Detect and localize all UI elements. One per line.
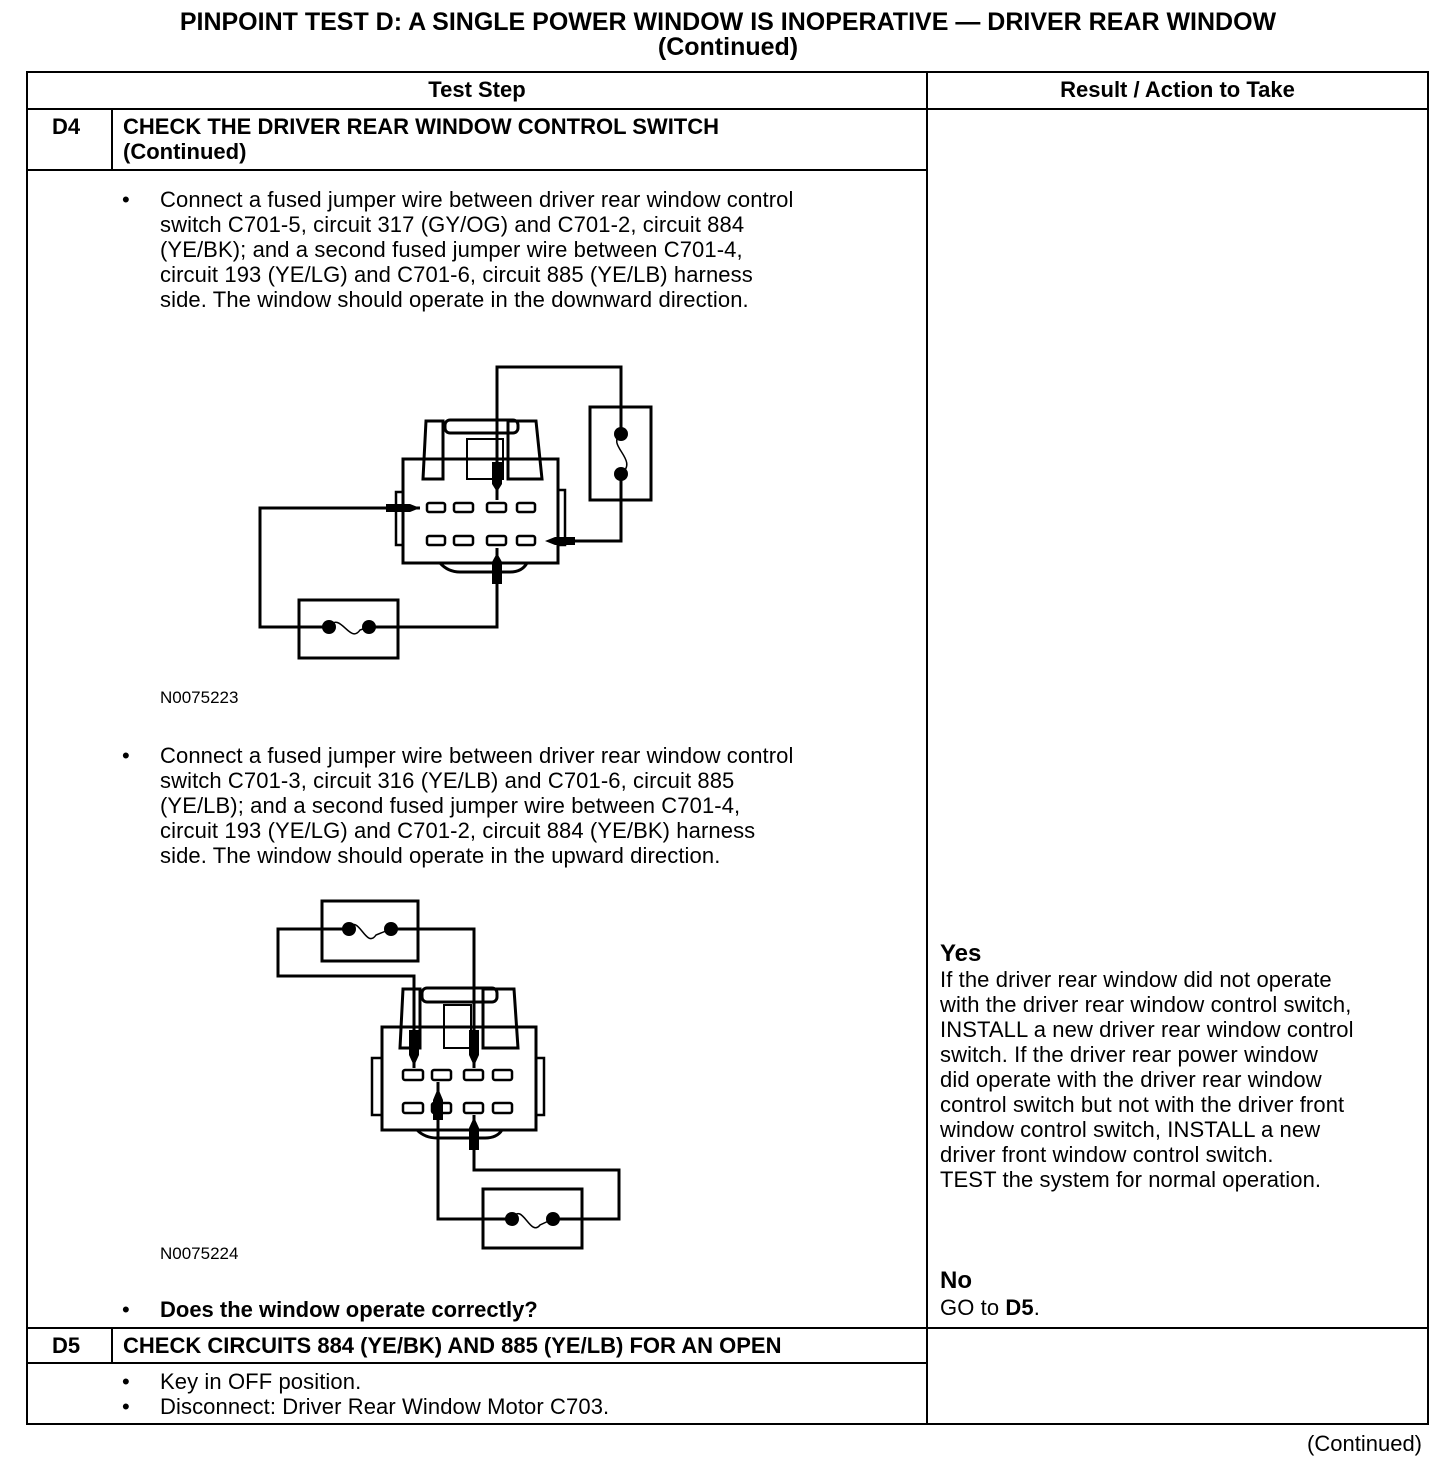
- result-yes-label: Yes: [940, 940, 982, 967]
- d5-item-2: Disconnect: Driver Rear Window Motor C703.: [160, 1394, 610, 1419]
- bullet: •: [122, 1297, 130, 1322]
- step-id-d4: D4: [52, 114, 81, 139]
- bullet: •: [122, 1394, 130, 1419]
- goto-d5-link[interactable]: D5: [1005, 1295, 1034, 1320]
- result-no-text: GO to D5.: [940, 1295, 1040, 1320]
- instruction-2: Connect a fused jumper wire between driver rear window control switch C701-3, circuit 316 (YE/LB) and C701-6, circuit 885 (YE/LB); and a second fused jumper wire between C701-4, circuit 193 (YE/LG) and C701-2, circuit 884 (YE/BK) harness side. The window should operate in the upward direction.: [160, 743, 794, 868]
- result-yes-text: If the driver rear window did not operate with the driver rear window control switch, INSTALL a new driver rear window control switch. If the driver rear power window did operate with the driver rear window control switch but not with the driver front window control switch, INSTALL a new driver front window control switch. TEST the system for normal operation.: [940, 967, 1354, 1192]
- d5-item-1: Key in OFF position.: [160, 1369, 362, 1394]
- bullet: •: [122, 187, 130, 212]
- result-no-label: No: [940, 1267, 972, 1294]
- header-result: Result / Action to Take: [1060, 77, 1295, 102]
- step-heading-d4: CHECK THE DRIVER REAR WINDOW CONTROL SWITCH (Continued): [123, 114, 720, 164]
- question: Does the window operate correctly?: [160, 1297, 538, 1322]
- figure-id-2: N0075224: [160, 1244, 239, 1263]
- header-test-step: Test Step: [428, 77, 526, 102]
- step-heading-d5: CHECK CIRCUITS 884 (YE/BK) AND 885 (YE/LB) FOR AN OPEN: [123, 1333, 782, 1358]
- bullet: •: [122, 1369, 130, 1394]
- bullet: •: [122, 743, 130, 768]
- page-subtitle: (Continued): [657, 33, 799, 61]
- page-title: PINPOINT TEST D: A SINGLE POWER WINDOW IS INOPERATIVE — DRIVER REAR WINDOW: [179, 8, 1277, 36]
- instruction-1: Connect a fused jumper wire between driver rear window control switch C701-5, circuit 317 (GY/OG) and C701-2, circuit 884 (YE/BK); and a second fused jumper wire between C701-4, circuit 193 (YE/LG) and C701-6, circuit 885 (YE/LB) harness side. The window should operate in the downward direction.: [160, 187, 794, 312]
- figure-id-1: N0075223: [160, 688, 239, 707]
- footer-continued: (Continued): [1307, 1431, 1422, 1456]
- step-id-d5: D5: [52, 1333, 81, 1358]
